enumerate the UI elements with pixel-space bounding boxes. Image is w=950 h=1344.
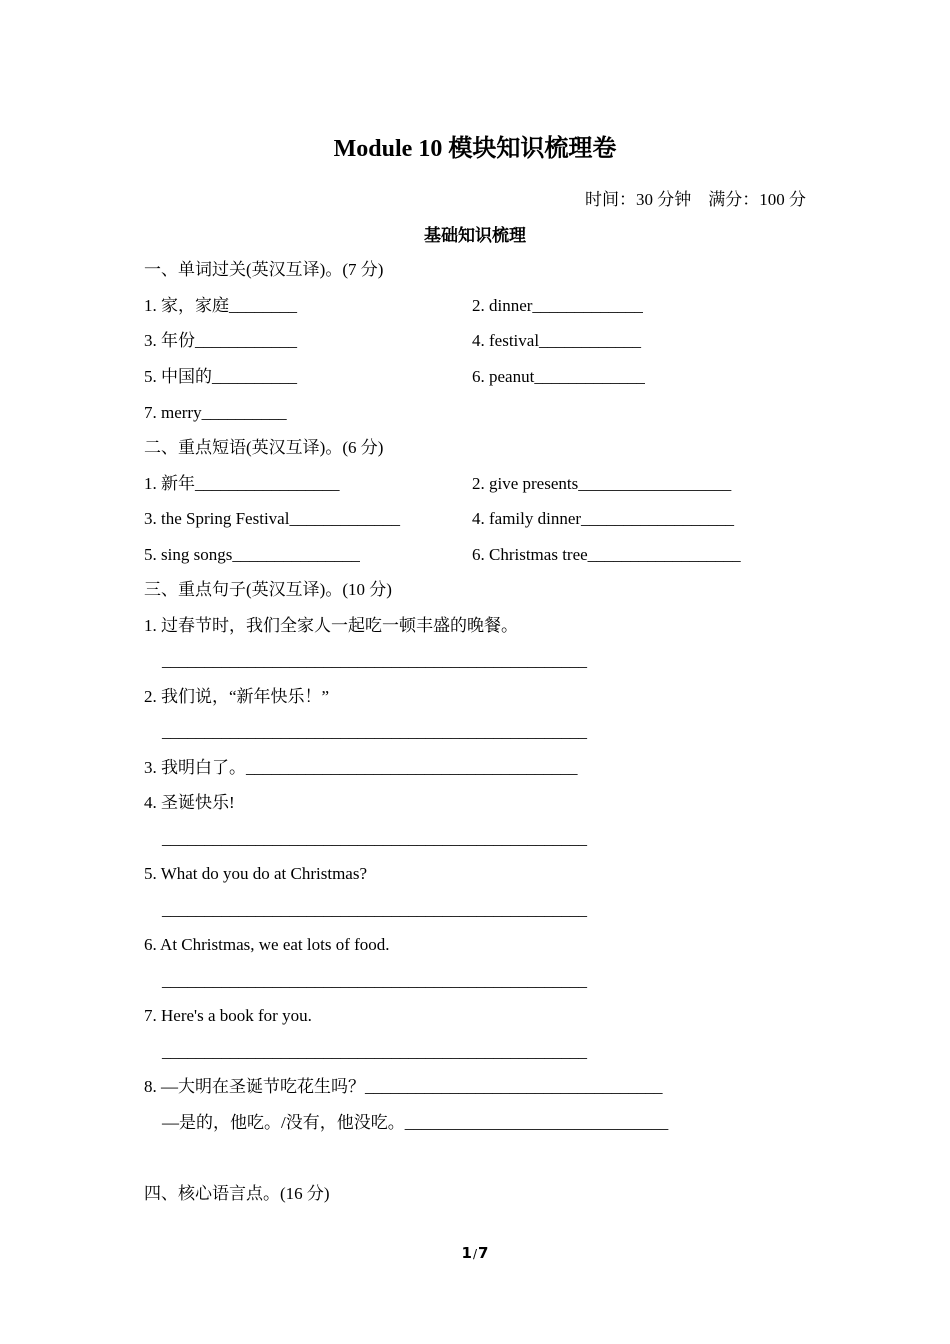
section2-item-6: 6. Christmas tree__________________ xyxy=(472,545,741,564)
section2-item-4: 4. family dinner__________________ xyxy=(472,509,735,528)
section3-answer-line-5: __________________________________________________ xyxy=(162,900,587,919)
exam-time-score: 时间：30 分钟 满分：100 分 xyxy=(585,190,806,209)
section3-answer-line-6: __________________________________________________ xyxy=(162,971,587,990)
section3-answer-line-4: __________________________________________________ xyxy=(162,829,587,848)
section3-question-8a: 8. —大明在圣诞节吃花生吗？___________________________________ xyxy=(144,1077,663,1096)
page-separator: / xyxy=(472,1247,478,1261)
section3-question-3: 3. 我明白了。_______________________________________ xyxy=(144,758,578,777)
section2-item-5: 5. sing songs_______________ xyxy=(144,545,360,564)
section3-question-7: 7. Here's a book for you. xyxy=(144,1006,312,1025)
section3-answer-line-7: __________________________________________________ xyxy=(162,1042,587,1061)
section4-heading: 四、核心语言点。(16 分) xyxy=(144,1184,330,1203)
section1-item-2: 2. dinner_____________ xyxy=(472,296,643,315)
page-current: 1 xyxy=(461,1244,472,1262)
section1-item-1: 1. 家，家庭________ xyxy=(144,296,297,315)
section3-question-4: 4. 圣诞快乐! xyxy=(144,793,235,812)
section2-heading: 二、重点短语(英汉互译)。(6 分) xyxy=(144,438,384,457)
section3-question-2: 2. 我们说，“新年快乐！” xyxy=(144,687,330,706)
section3-heading: 三、重点句子(英汉互译)。(10 分) xyxy=(144,580,392,599)
page-title: Module 10 模块知识梳理卷 xyxy=(333,136,617,162)
section2-item-2: 2. give presents__________________ xyxy=(472,474,732,493)
page-number xyxy=(0,1243,950,1264)
section3-question-5: 5. What do you do at Christmas? xyxy=(144,864,368,883)
section3-question-6: 6. At Christmas, we eat lots of food. xyxy=(144,935,390,954)
section1-item-6: 6. peanut_____________ xyxy=(472,367,645,386)
section3-answer-line-2: __________________________________________________ xyxy=(162,722,587,741)
page-total: 7 xyxy=(478,1244,489,1262)
section3-question-1: 1. 过春节时，我们全家人一起吃一顿丰盛的晚餐。 xyxy=(144,616,518,635)
section1-item-5: 5. 中国的__________ xyxy=(144,367,297,386)
section1-item-4: 4. festival____________ xyxy=(472,331,642,350)
section1-heading: 一、单词过关(英汉互译)。(7 分) xyxy=(144,260,384,279)
section3-question-8b: —是的，他吃。/没有，他没吃。_______________________________ xyxy=(162,1113,669,1132)
section1-item-7: 7. merry__________ xyxy=(144,403,287,422)
section-subtitle: 基础知识梳理 xyxy=(424,226,526,245)
section2-item-1: 1. 新年_________________ xyxy=(144,474,340,493)
section2-item-3: 3. the Spring Festival_____________ xyxy=(144,509,400,528)
section3-answer-line-1: __________________________________________________ xyxy=(162,651,587,670)
section1-item-3: 3. 年份____________ xyxy=(144,331,297,350)
